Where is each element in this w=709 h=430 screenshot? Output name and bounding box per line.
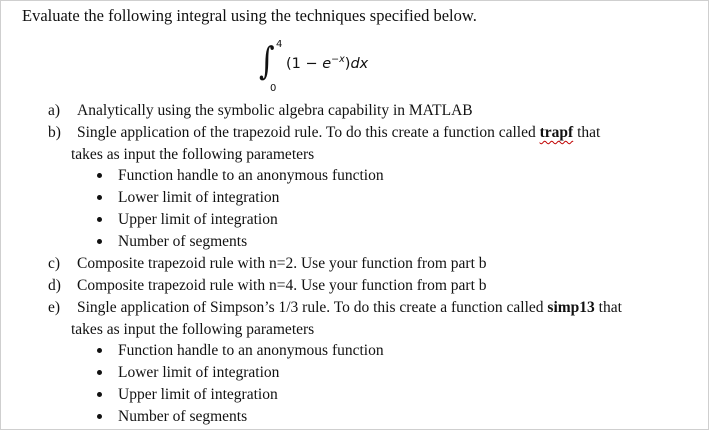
- item-e-bullet-1: Function handle to an anonymous function: [118, 342, 384, 359]
- function-name-simp13: simp13: [547, 299, 595, 316]
- item-c-marker: c): [48, 255, 61, 272]
- item-b-bullet-2: Lower limit of integration: [118, 189, 280, 206]
- item-c-text: Composite trapezoid rule with n=2. Use your function from part b: [77, 255, 487, 272]
- integral-upper-limit: 4: [276, 39, 283, 50]
- item-b-marker: b): [48, 124, 61, 141]
- integral-sign: ∫: [259, 39, 275, 84]
- bullet-icon: [97, 173, 102, 178]
- item-e-bullet-4: Number of segments: [118, 408, 248, 425]
- bullet-icon: [97, 414, 102, 419]
- bullet-icon: [97, 370, 102, 375]
- item-b-bullet-1: Function handle to an anonymous function: [118, 167, 384, 184]
- item-e-continuation: takes as input the following parameters: [71, 321, 315, 338]
- item-d-text: Composite trapezoid rule with n=4. Use your function from part b: [77, 277, 487, 294]
- integrand-close: ): [344, 56, 351, 72]
- integral-lower-limit: 0: [270, 83, 277, 94]
- item-b-text-before: Single application of the trapezoid rule. To do this create a function called: [77, 124, 540, 141]
- integrand: [286, 54, 368, 72]
- item-e-marker: e): [48, 299, 61, 316]
- integral-equation: [259, 39, 429, 99]
- item-b-text: [77, 123, 600, 142]
- function-name-trapf: trapf: [539, 124, 574, 141]
- item-e-text: [77, 298, 622, 317]
- bullet-icon: [97, 239, 102, 244]
- bullet-icon: [97, 195, 102, 200]
- item-a-marker: a): [48, 102, 61, 119]
- item-e-text-after: that: [594, 299, 622, 316]
- bullet-icon: [97, 348, 102, 353]
- intro-text: Evaluate the following integral using the techniques specified below.: [22, 6, 477, 25]
- item-a-text: Analytically using the symbolic algebra capability in MATLAB: [77, 102, 473, 119]
- integrand-dx: dx: [350, 56, 369, 72]
- integrand-exponent: −x: [331, 54, 345, 65]
- bullet-icon: [97, 392, 102, 397]
- item-b-bullet-4: Number of segments: [118, 233, 248, 250]
- item-d-marker: d): [48, 277, 61, 294]
- integrand-e: e: [322, 56, 332, 72]
- item-b-bullet-3: Upper limit of integration: [118, 211, 278, 228]
- bullet-icon: [97, 217, 102, 222]
- item-e-bullet-3: Upper limit of integration: [118, 386, 278, 403]
- item-b-continuation: takes as input the following parameters: [71, 146, 315, 163]
- item-e-text-before: Single application of Simpson’s 1/3 rule. To do this create a function called: [77, 299, 548, 316]
- integrand-open: (1 −: [286, 56, 323, 72]
- item-b-text-after: that: [573, 124, 601, 141]
- item-e-bullet-2: Lower limit of integration: [118, 364, 280, 381]
